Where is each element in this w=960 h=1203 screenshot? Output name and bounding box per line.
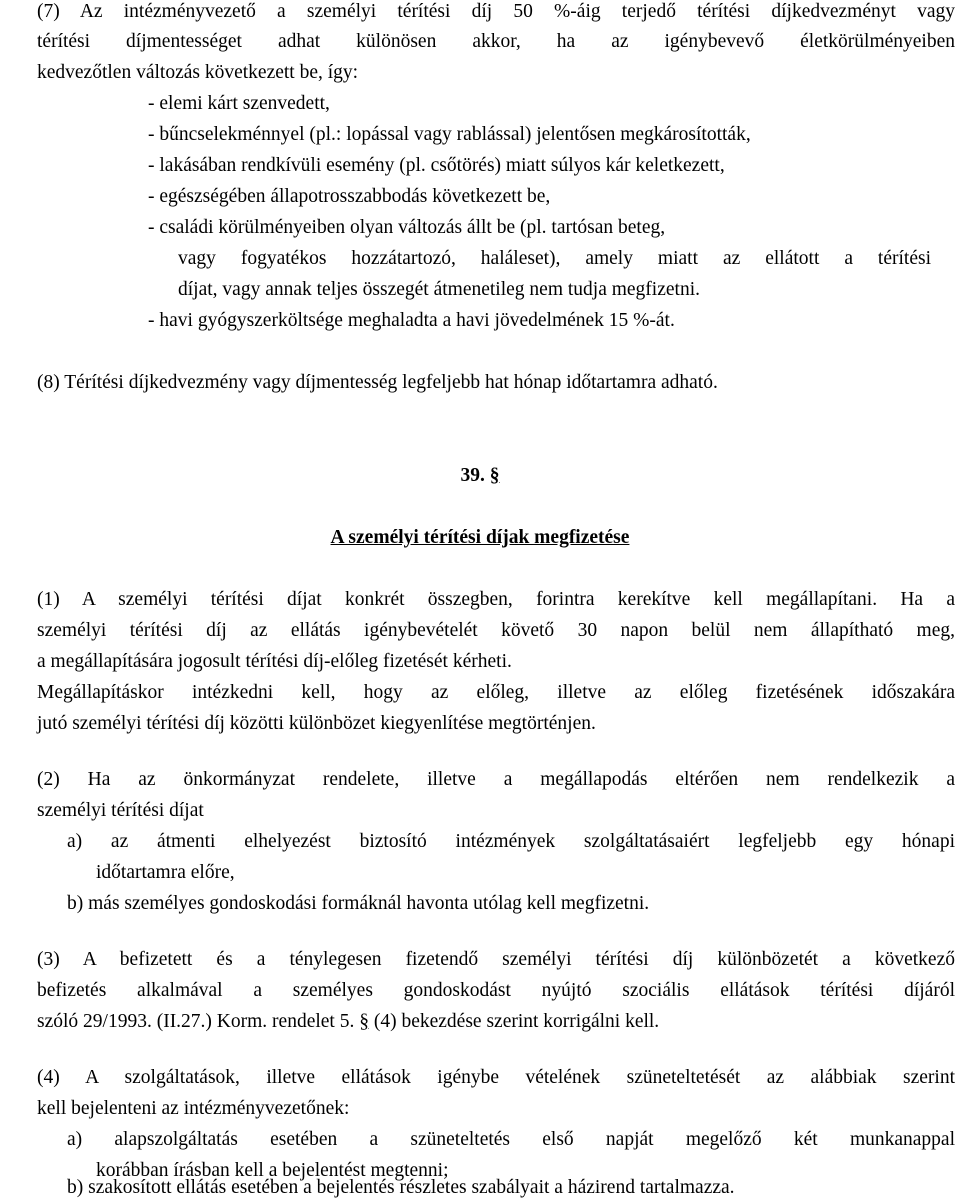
p7-line-1: (7) Az intézményvezető a személyi térítési díj 50 %-áig terjedő térítési díjkedvezményt vagy — [37, 1, 955, 22]
s39-p3-line-2: befizetés alkalmával a személyes gondoskodást nyújtó szociális ellátások térítési díjáról — [37, 980, 955, 1001]
s39-p3-line-1: (3) A befizetett és a ténylegesen fizetendő személyi térítési díj különbözetét a következő — [37, 949, 955, 970]
s39-p3-line-3 — [37, 1010, 659, 1034]
s39-p1-line-5: jutó személyi térítési díj közötti különbözet kiegyenlítése megtörténjen. — [37, 713, 596, 734]
s39-p2-item-a-cont: időtartamra előre, — [96, 862, 235, 883]
s39-p1-line-3: a megállapítására jogosult térítési díj-előleg fizetését kérheti. — [37, 651, 512, 672]
paragraph-sign: § — [489, 465, 500, 486]
p7-item-4: - egészségében állapotrosszabbodás következett be, — [148, 186, 551, 207]
s39-p4-line-1: (4) A szolgáltatások, illetve ellátások igénybe vételének szüneteltetését az alábbiak szerint — [37, 1067, 955, 1088]
paragraph-sign-ref: § — [359, 1011, 369, 1032]
p7-line-3: kedvezőtlen változás következett be, így: — [37, 62, 359, 83]
s39-p4-item-a-cont: korábban írásban kell a bejelentést megtenni; — [96, 1160, 449, 1181]
p7-item-2: - bűncselekménnyel (pl.: lopással vagy rablással) jelentősen megkárosították, — [148, 124, 751, 145]
s39-p4-item-b: b) szakosított ellátás esetében a bejelentés részletes szabályait a házirend tartalmazza. — [67, 1177, 735, 1198]
s39-p2-line-2: személyi térítési díjat — [37, 800, 204, 821]
p7-item-1: - elemi kárt szenvedett, — [148, 93, 330, 114]
section-number — [0, 464, 960, 488]
section-number-label: 39. — [460, 465, 485, 486]
s39-p4-item-a: a) alapszolgáltatás esetében a szüneteltetés első napját megelőző két munkanappal — [67, 1129, 955, 1150]
p7-item-5-cont-2: díjat, vagy annak teljes összegét átmenetileg nem tudja megfizetni. — [178, 279, 700, 300]
p7-item-3: - lakásában rendkívüli esemény (pl. csőtörés) miatt súlyos kár keletkezett, — [148, 155, 725, 176]
s39-p2-line-1: (2) Ha az önkormányzat rendelete, illetve a megállapodás eltérően nem rendelkezik a — [37, 769, 955, 790]
s39-p3-line-3-after: (4) bekezdése szerint korrigálni kell. — [368, 1011, 660, 1032]
section-title: A személyi térítési díjak megfizetése — [330, 527, 630, 548]
p7-item-5: - családi körülményeiben olyan változás állt be (pl. tartósan beteg, — [148, 217, 666, 238]
s39-p4-line-2: kell bejelenteni az intézményvezetőnek: — [37, 1098, 350, 1119]
s39-p3-line-3-before: szóló 29/1993. (II.27.) Korm. rendelet 5. — [37, 1011, 360, 1032]
p8-text: (8) Térítési díjkedvezmény vagy díjmentesség legfeljebb hat hónap időtartamra adható. — [37, 372, 718, 393]
s39-p1-line-4: Megállapításkor intézkedni kell, hogy az előleg, illetve az előleg fizetésének időszakára — [37, 682, 955, 703]
s39-p2-item-a: a) az átmenti elhelyezést biztosító intézmények szolgáltatásaiért legfeljebb egy hónapi — [67, 831, 955, 852]
p7-item-5-cont-1: vagy fogyatékos hozzátartozó, haláleset), amely miatt az ellátott a térítési — [178, 248, 931, 269]
s39-p2-item-b: b) más személyes gondoskodási formáknál havonta utólag kell megfizetni. — [67, 893, 650, 914]
s39-p1-line-2: személyi térítési díj az ellátás igénybevételét követő 30 napon belül nem állapítható meg, — [37, 620, 955, 641]
p7-item-6: - havi gyógyszerköltsége meghaladta a havi jövedelmének 15 %-át. — [148, 310, 675, 331]
p7-line-2: térítési díjmentességet adhat különösen akkor, ha az igénybevevő életkörülményeiben — [37, 31, 955, 52]
s39-p1-line-1: (1) A személyi térítési díjat konkrét összegben, forintra kerekítve kell megállapítani. Ha a — [37, 589, 955, 610]
